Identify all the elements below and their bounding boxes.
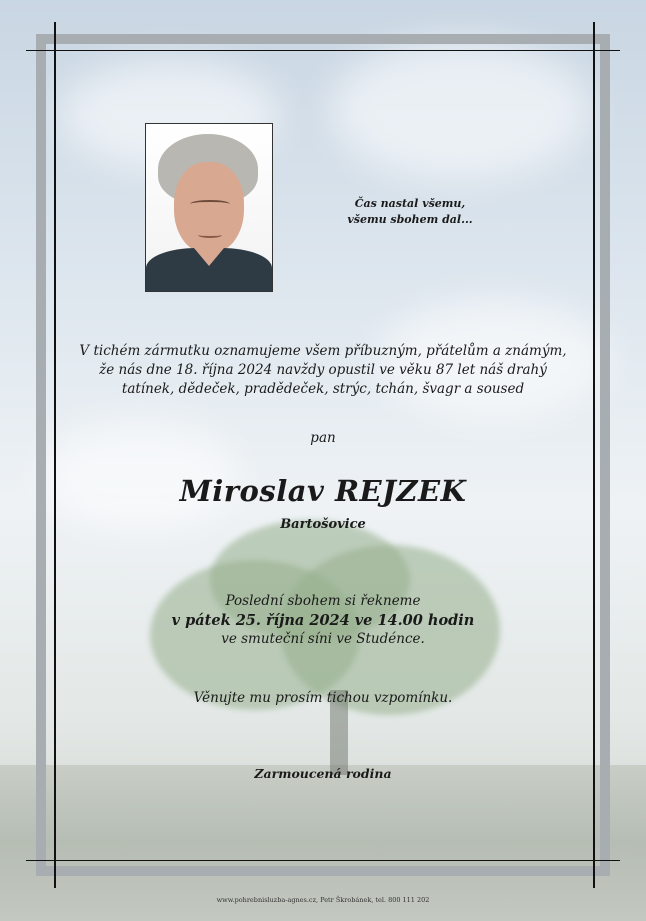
- frame-top: [36, 34, 610, 44]
- quote-line: všemu sbohem dal...: [347, 213, 473, 226]
- portrait-photo: [145, 123, 273, 292]
- cloud: [330, 40, 590, 180]
- frame-line-right: [593, 22, 595, 888]
- quote-line: Čas nastal všemu,: [354, 197, 466, 210]
- remembrance: Věnujte mu prosím tichou vzpomínku.: [193, 690, 453, 706]
- frame-line-top: [26, 50, 620, 51]
- funeral-datetime: v pátek 25. října 2024 ve 14.00 hodin: [171, 612, 475, 629]
- announcement-line: že nás dne 18. října 2024 navždy opustil ve věku 87 let náš drahý: [99, 362, 547, 378]
- frame-line-bottom: [26, 860, 620, 861]
- funeral-info: [70, 592, 576, 649]
- signature: Zarmoucená rodina: [254, 766, 392, 781]
- frame-left: [36, 34, 46, 876]
- salutation: pan: [310, 430, 336, 446]
- quote: [340, 196, 480, 228]
- frame-bottom: [36, 866, 610, 876]
- announcement: [70, 342, 576, 399]
- deceased-name: Miroslav REJZEK: [179, 474, 467, 508]
- announcement-line: tatínek, dědeček, pradědeček, strýc, tchán, švagr a soused: [121, 381, 525, 397]
- footer: www.pohrebnisluzba-agnes.cz, Petr Škrobánek, tel. 800 111 202: [216, 896, 430, 904]
- funeral-intro: Poslední sbohem si řekneme: [225, 593, 421, 609]
- deceased-place: Bartošovice: [280, 517, 366, 532]
- frame-line-left: [54, 22, 56, 888]
- announcement-line: V tichém zármutku oznamujeme všem příbuzným, přátelům a známým,: [79, 343, 567, 359]
- frame-right: [600, 34, 610, 876]
- funeral-location: ve smuteční síni ve Studénce.: [221, 631, 425, 647]
